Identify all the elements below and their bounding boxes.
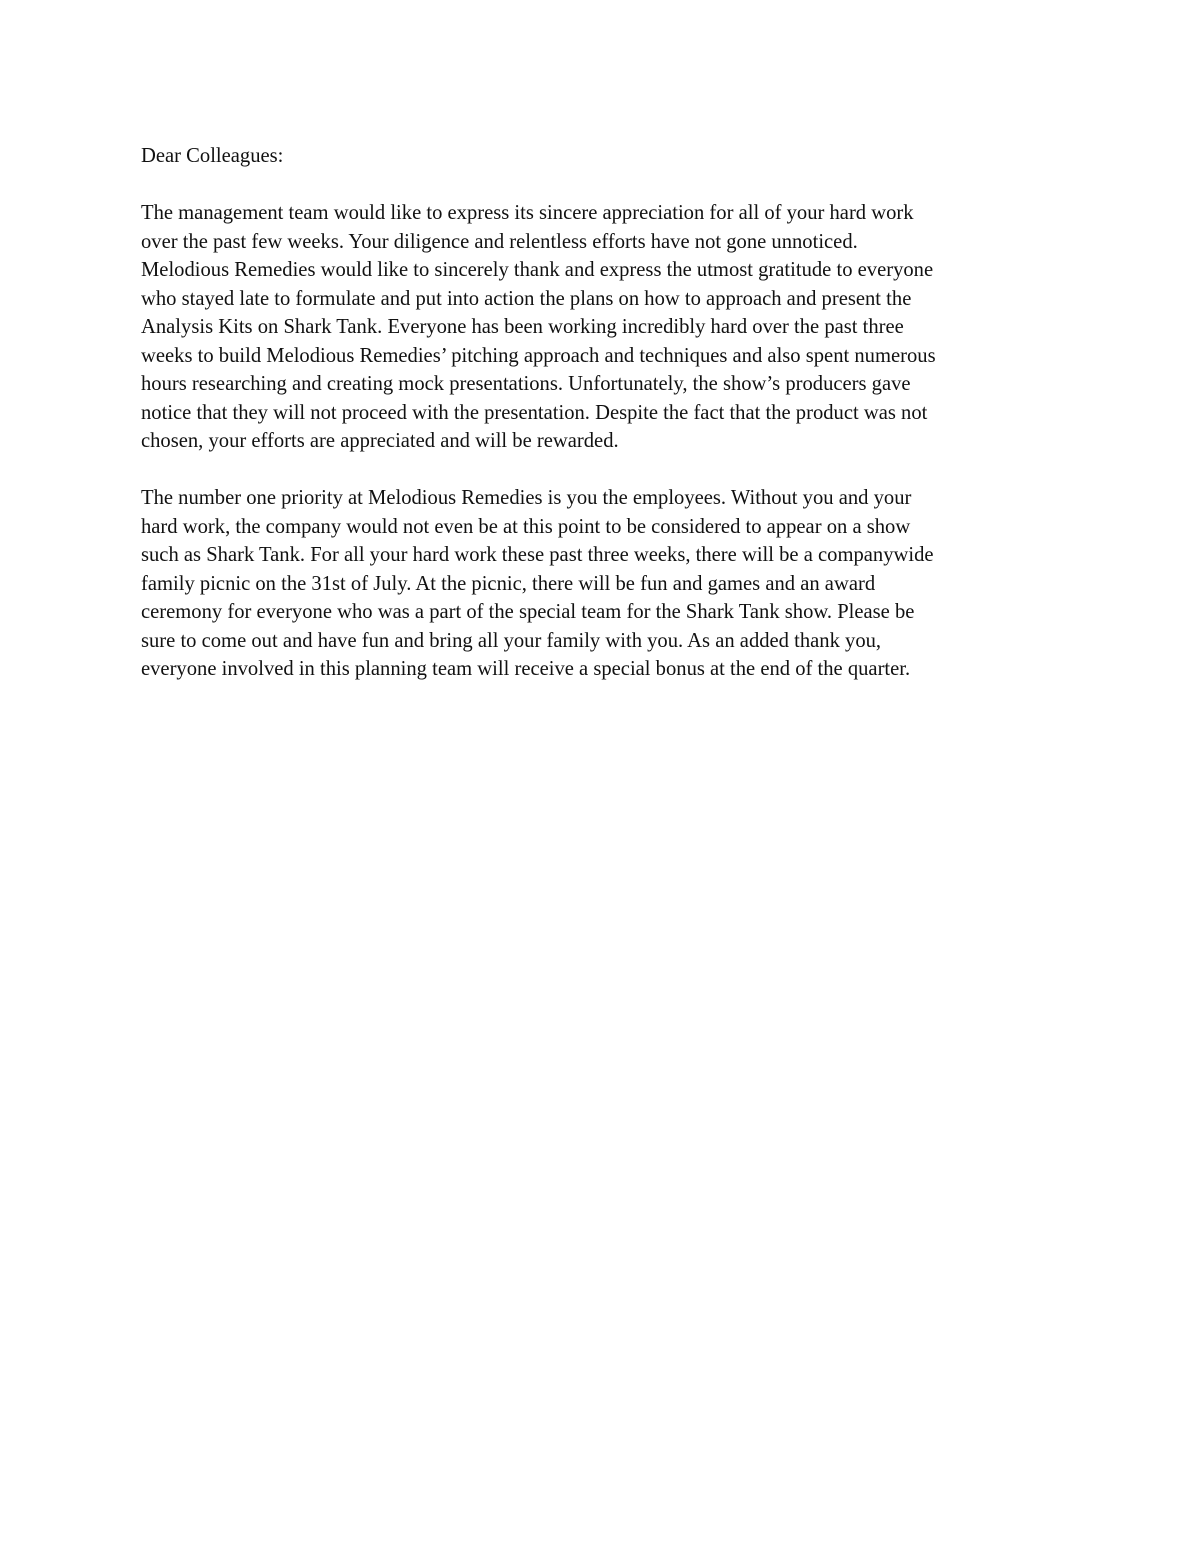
text-line: hard work, the company would not even be at this point to be considered to appear on a show	[141, 515, 911, 538]
letter-body	[141, 142, 1061, 712]
text-line: Melodious Remedies would like to sincerely thank and express the utmost gratitude to everyone	[141, 259, 934, 281]
text-line: family picnic on the 31st of July. At the picnic, there will be fun and games and an award	[141, 572, 876, 595]
text-line: notice that they will not proceed with the presentation. Despite the fact that the product was not	[141, 401, 928, 424]
paragraph-appreciation	[141, 199, 1061, 456]
paragraph-picnic	[141, 484, 1061, 684]
text-line: The number one priority at Melodious Remedies is you the employees. Without you and your	[141, 487, 912, 509]
text-line: who stayed late to formulate and put into action the plans on how to approach and present the	[141, 287, 912, 310]
text-line: chosen, your efforts are appreciated and will be rewarded.	[141, 430, 619, 452]
text-line: hours researching and creating mock presentations. Unfortunately, the show’s producers gave	[141, 373, 911, 395]
salutation: Dear Colleagues:	[141, 145, 284, 167]
text-line: sure to come out and have fun and bring all your family with you. As an added thank you,	[141, 629, 882, 652]
text-line: Analysis Kits on Shark Tank. Everyone has been working incredibly hard over the past three	[141, 316, 904, 338]
text-line: weeks to build Melodious Remedies’ pitching approach and techniques and also spent numerous	[141, 344, 936, 367]
text-line: over the past few weeks. Your diligence and relentless efforts have not gone unnoticed.	[141, 230, 858, 253]
text-line: such as Shark Tank. For all your hard work these past three weeks, there will be a companywide	[141, 544, 934, 566]
text-line: The management team would like to express its sincere appreciation for all of your hard work	[141, 202, 914, 224]
text-line: ceremony for everyone who was a part of the special team for the Shark Tank show. Please be	[141, 601, 915, 623]
text-line: everyone involved in this planning team will receive a special bonus at the end of the quarter.	[141, 658, 911, 680]
